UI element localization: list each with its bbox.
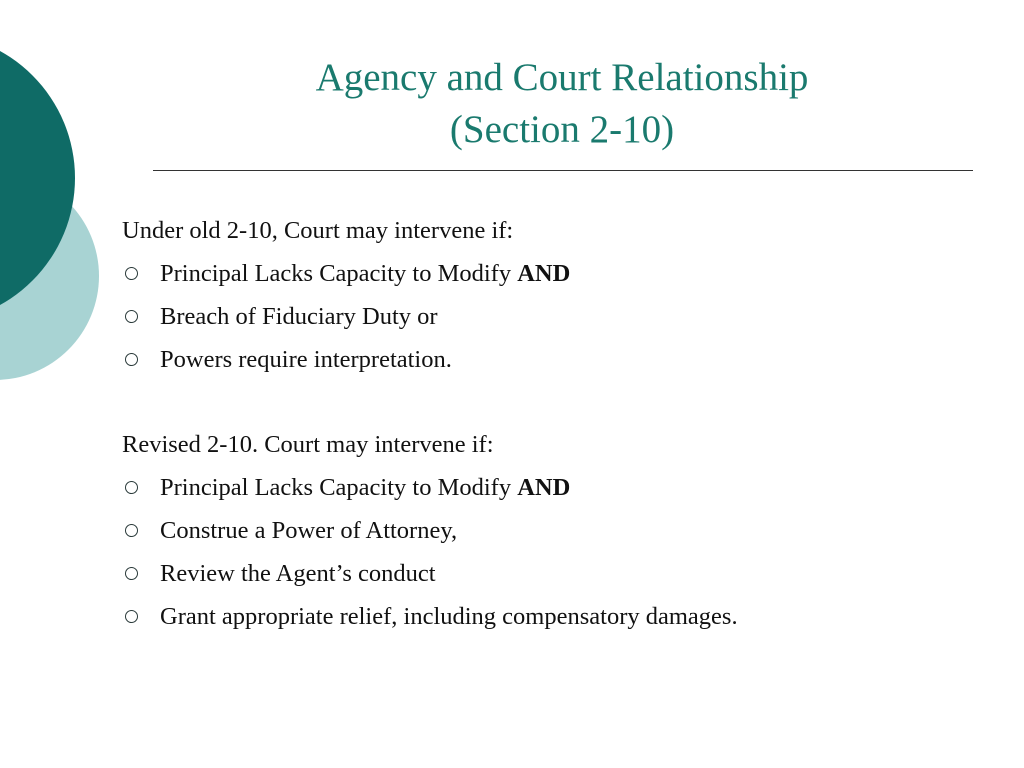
list-item: [122, 338, 1002, 381]
hollow-circle-bullet-icon: [125, 524, 138, 537]
decorative-circles: [0, 0, 140, 420]
hollow-circle-bullet-icon: [125, 610, 138, 623]
section-spacer: [122, 381, 1002, 423]
hollow-circle-bullet-icon: [125, 567, 138, 580]
list-item: [122, 466, 1002, 509]
list-item-text: Principal Lacks Capacity to Modify: [160, 474, 518, 501]
list-item: [122, 595, 1002, 638]
list-item-text: Construe a Power of Attorney,: [160, 517, 458, 544]
list-item-text: Grant appropriate relief, including compensatory damages.: [160, 603, 738, 630]
old-section-heading: Under old 2-10, Court may intervene if:: [122, 217, 514, 244]
list-item: [122, 552, 1002, 595]
hollow-circle-bullet-icon: [125, 310, 138, 323]
list-item: [122, 509, 1002, 552]
list-item-text: Principal Lacks Capacity to Modify: [160, 260, 518, 287]
list-item: [122, 252, 1002, 295]
hollow-circle-bullet-icon: [125, 353, 138, 366]
title-line-1: Agency and Court Relationship: [315, 56, 809, 99]
list-item: [122, 295, 1002, 338]
slide-body: [122, 209, 1002, 638]
list-item-emphasis: AND: [517, 474, 571, 501]
title-divider: [153, 170, 973, 171]
list-item-emphasis: AND: [517, 260, 571, 287]
slide-title: [150, 52, 974, 156]
hollow-circle-bullet-icon: [125, 267, 138, 280]
revised-section-heading: Revised 2-10. Court may intervene if:: [122, 431, 494, 458]
list-item-text: Powers require interpretation.: [160, 346, 452, 373]
list-item-text: Review the Agent’s conduct: [160, 560, 436, 587]
list-item-text: Breach of Fiduciary Duty or: [160, 303, 438, 330]
title-line-2: (Section 2-10): [449, 108, 675, 151]
hollow-circle-bullet-icon: [125, 481, 138, 494]
